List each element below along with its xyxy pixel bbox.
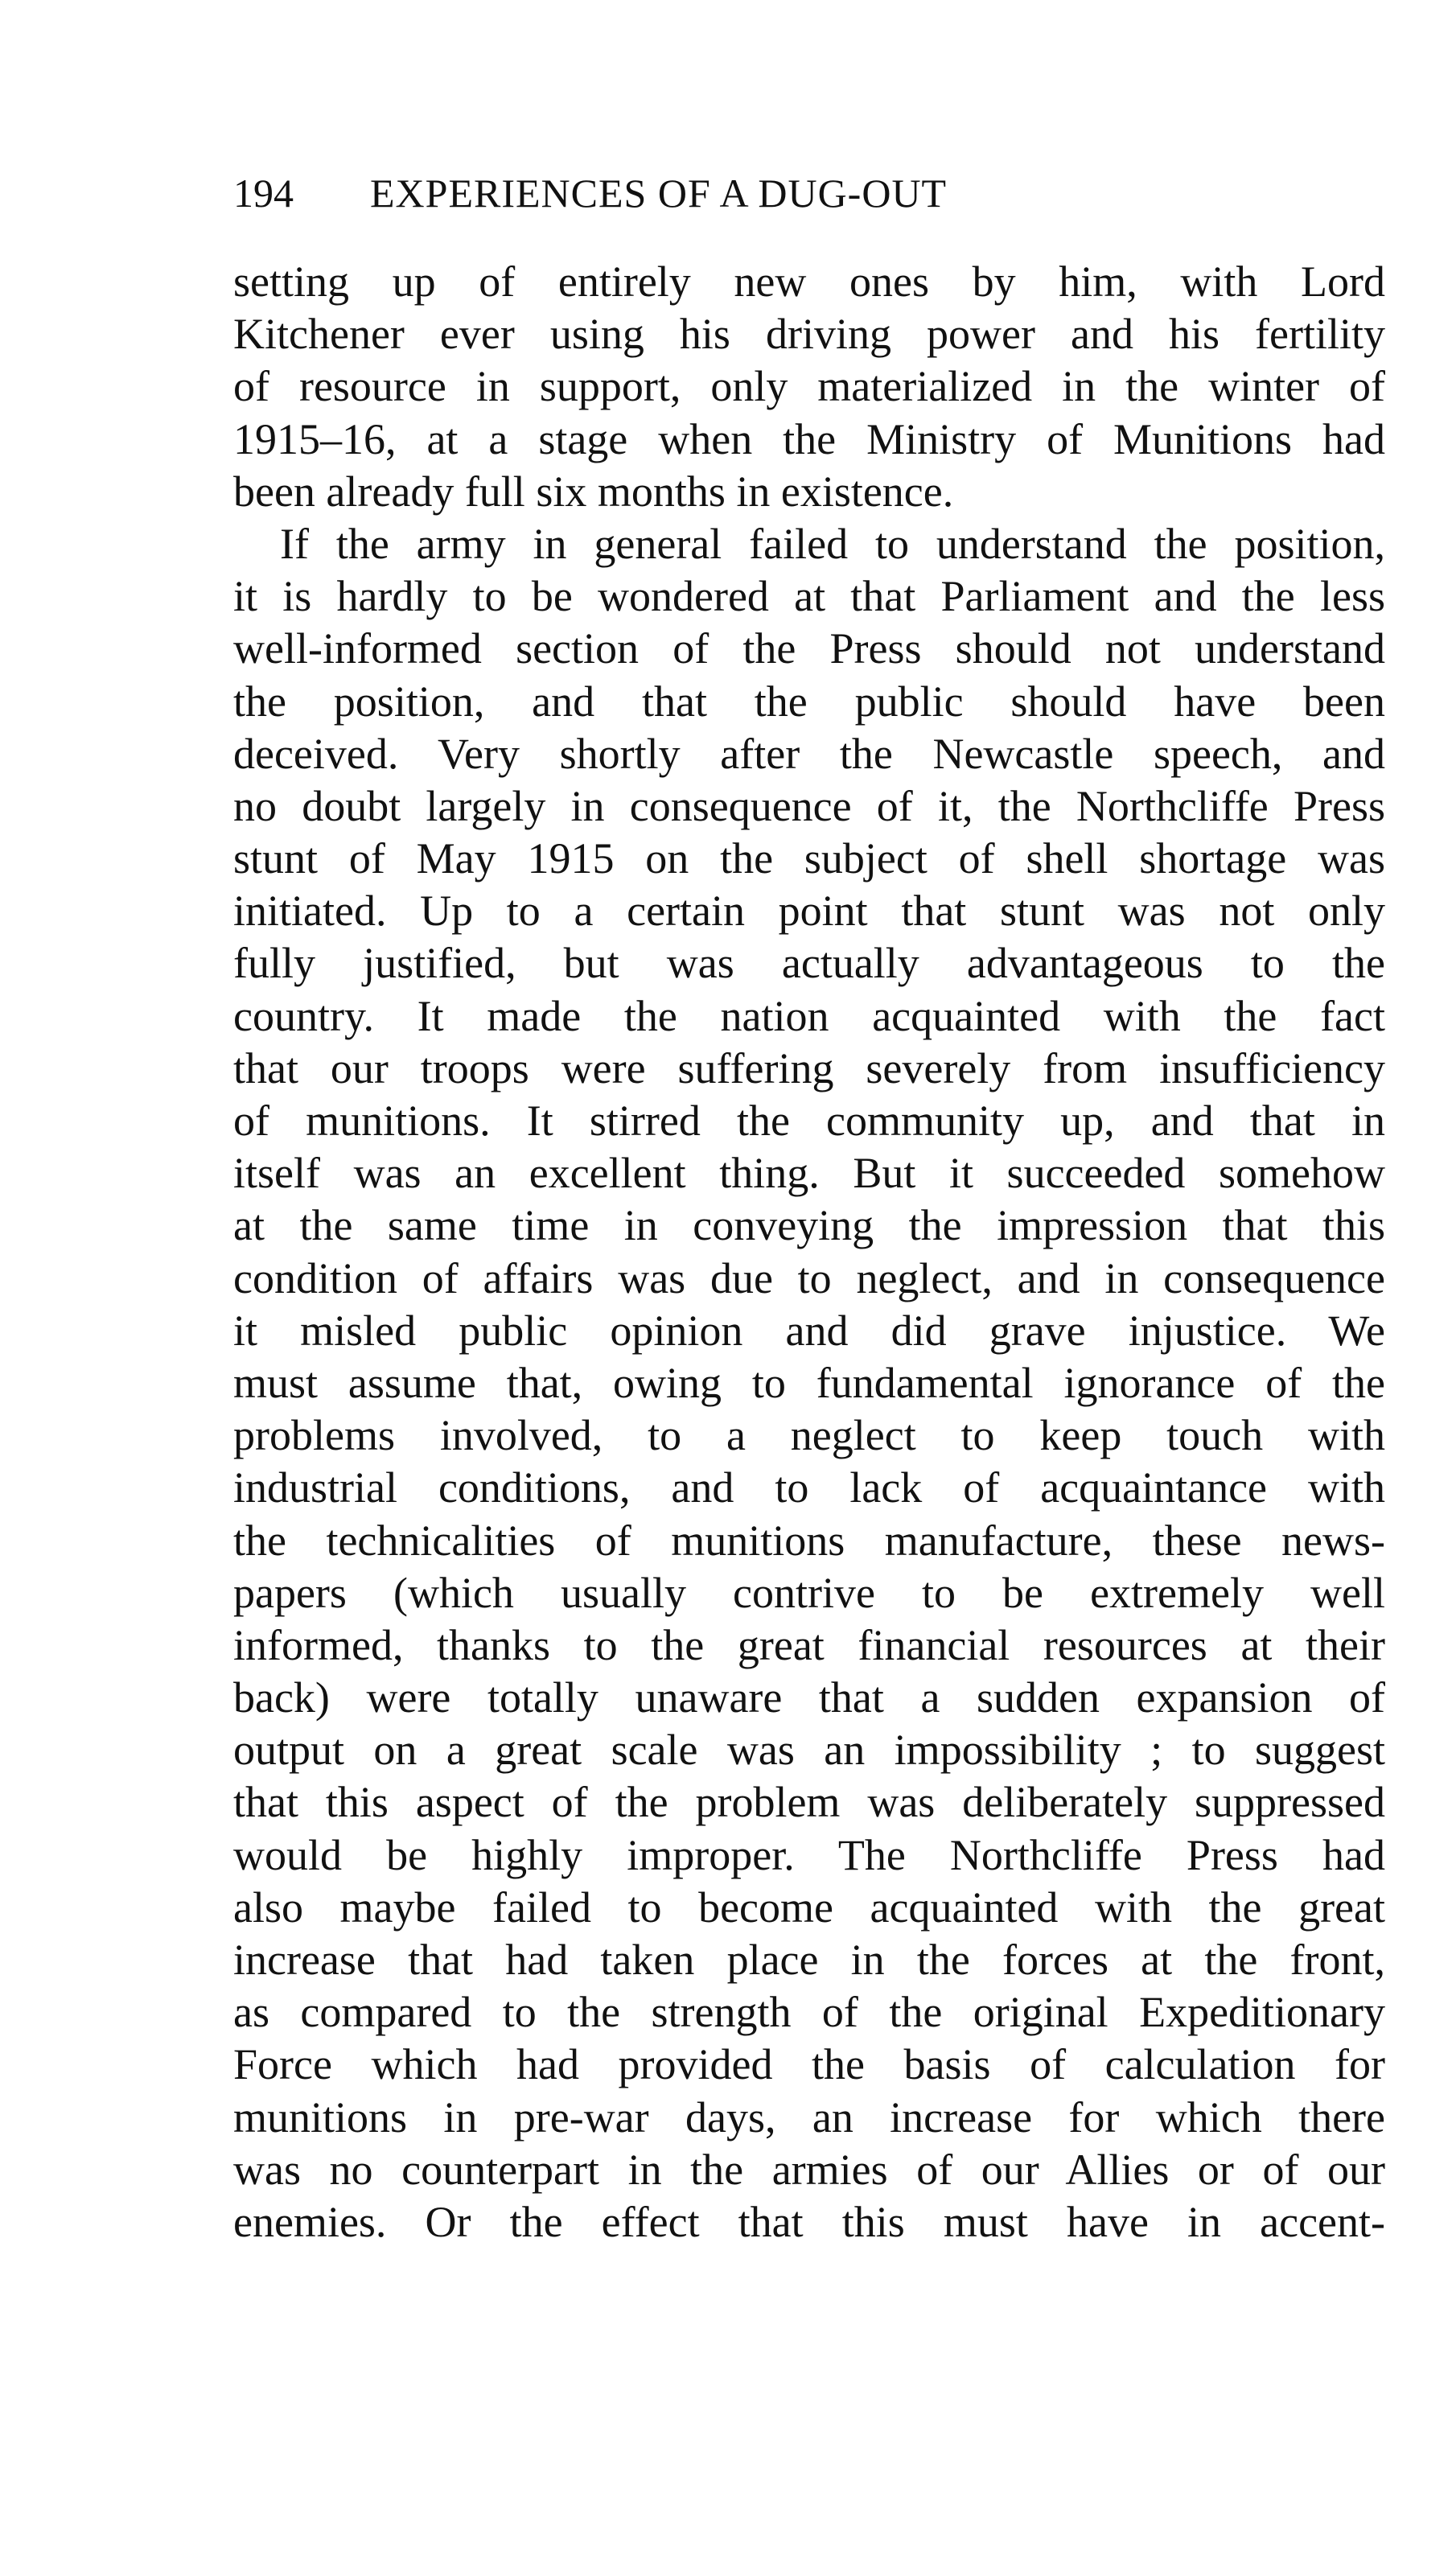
text-line: munitions in pre-war days, an increase for which there	[233, 2092, 1385, 2142]
text-line: problems involved, to a neglect to keep touch with	[233, 1411, 1385, 1460]
text-line: at the same time in conveying the impression that this	[233, 1201, 1385, 1250]
text-line: fully justified, but was actually advantageous to the	[233, 939, 1385, 988]
text-line: enemies. Or the effect that this must have in accent-	[233, 2197, 1385, 2246]
text-line: stunt of May 1915 on the subject of shell shortage was	[233, 834, 1385, 883]
text-line: initiated. Up to a certain point that stunt was not only	[233, 887, 1385, 936]
text-line: that this aspect of the problem was deliberately suppressed	[233, 1778, 1385, 1827]
text-line: Kitchener ever using his driving power and his fertility	[233, 310, 1385, 359]
text-line: If the army in general failed to understand the position,	[280, 519, 1385, 568]
running-header	[233, 165, 1392, 221]
text-line: that our troops were suffering severely from insufficiency	[233, 1043, 1385, 1092]
text-line: of resource in support, only materialized in the winter of	[233, 362, 1385, 411]
text-line: the position, and that the public should have been	[233, 677, 1385, 726]
text-line: itself was an excellent thing. But it succeeded somehow	[233, 1149, 1385, 1198]
text-line: 1915–16, at a stage when the Ministry of Munitions had	[233, 414, 1385, 463]
text-line: no doubt largely in consequence of it, the Northcliffe Press	[233, 781, 1385, 830]
text-line: increase that had taken place in the forces at the front,	[233, 1936, 1385, 1984]
page-number: 194	[233, 171, 294, 216]
text-line: it is hardly to be wondered at that Parliament and the less	[233, 572, 1385, 621]
text-line: industrial conditions, and to lack of acquaintance with	[233, 1463, 1385, 1512]
text-line: also maybe failed to become acquainted with the great	[233, 1882, 1385, 1932]
text-line: the technicalities of munitions manufacture, these news-	[233, 1516, 1385, 1565]
text-line: of munitions. It stirred the community up, and that in	[233, 1097, 1385, 1145]
text-line: been already full six months in existence.	[233, 467, 954, 516]
text-line: output on a great scale was an impossibility ; to suggest	[233, 1726, 1385, 1775]
text-line: Force which had provided the basis of calculation for	[233, 2040, 1385, 2089]
text-line: well-informed section of the Press should not understand	[233, 624, 1385, 673]
body-text	[233, 256, 1385, 2249]
text-line: it misled public opinion and did grave injustice. We	[233, 1306, 1385, 1355]
text-line: was no counterpart in the armies of our Allies or of our	[233, 2145, 1385, 2194]
text-line: condition of affairs was due to neglect, and in consequence	[233, 1253, 1385, 1302]
text-line: back) were totally unaware that a sudden expansion of	[233, 1673, 1385, 1722]
text-line: papers (which usually contrive to be extremely well	[233, 1568, 1385, 1617]
text-line: would be highly improper. The Northcliffe Press had	[233, 1830, 1385, 1879]
text-line: country. It made the nation acquainted with the fact	[233, 991, 1385, 1040]
text-line: as compared to the strength of the original Expeditionary	[233, 1988, 1385, 2037]
running-title: EXPERIENCES OF A DUG-OUT	[370, 171, 948, 216]
text-line: setting up of entirely new ones by him, with Lord	[233, 257, 1385, 306]
text-line: deceived. Very shortly after the Newcastle speech, and	[233, 729, 1385, 778]
text-line: must assume that, owing to fundamental ignorance of the	[233, 1358, 1385, 1407]
text-line: informed, thanks to the great financial resources at their	[233, 1620, 1385, 1669]
